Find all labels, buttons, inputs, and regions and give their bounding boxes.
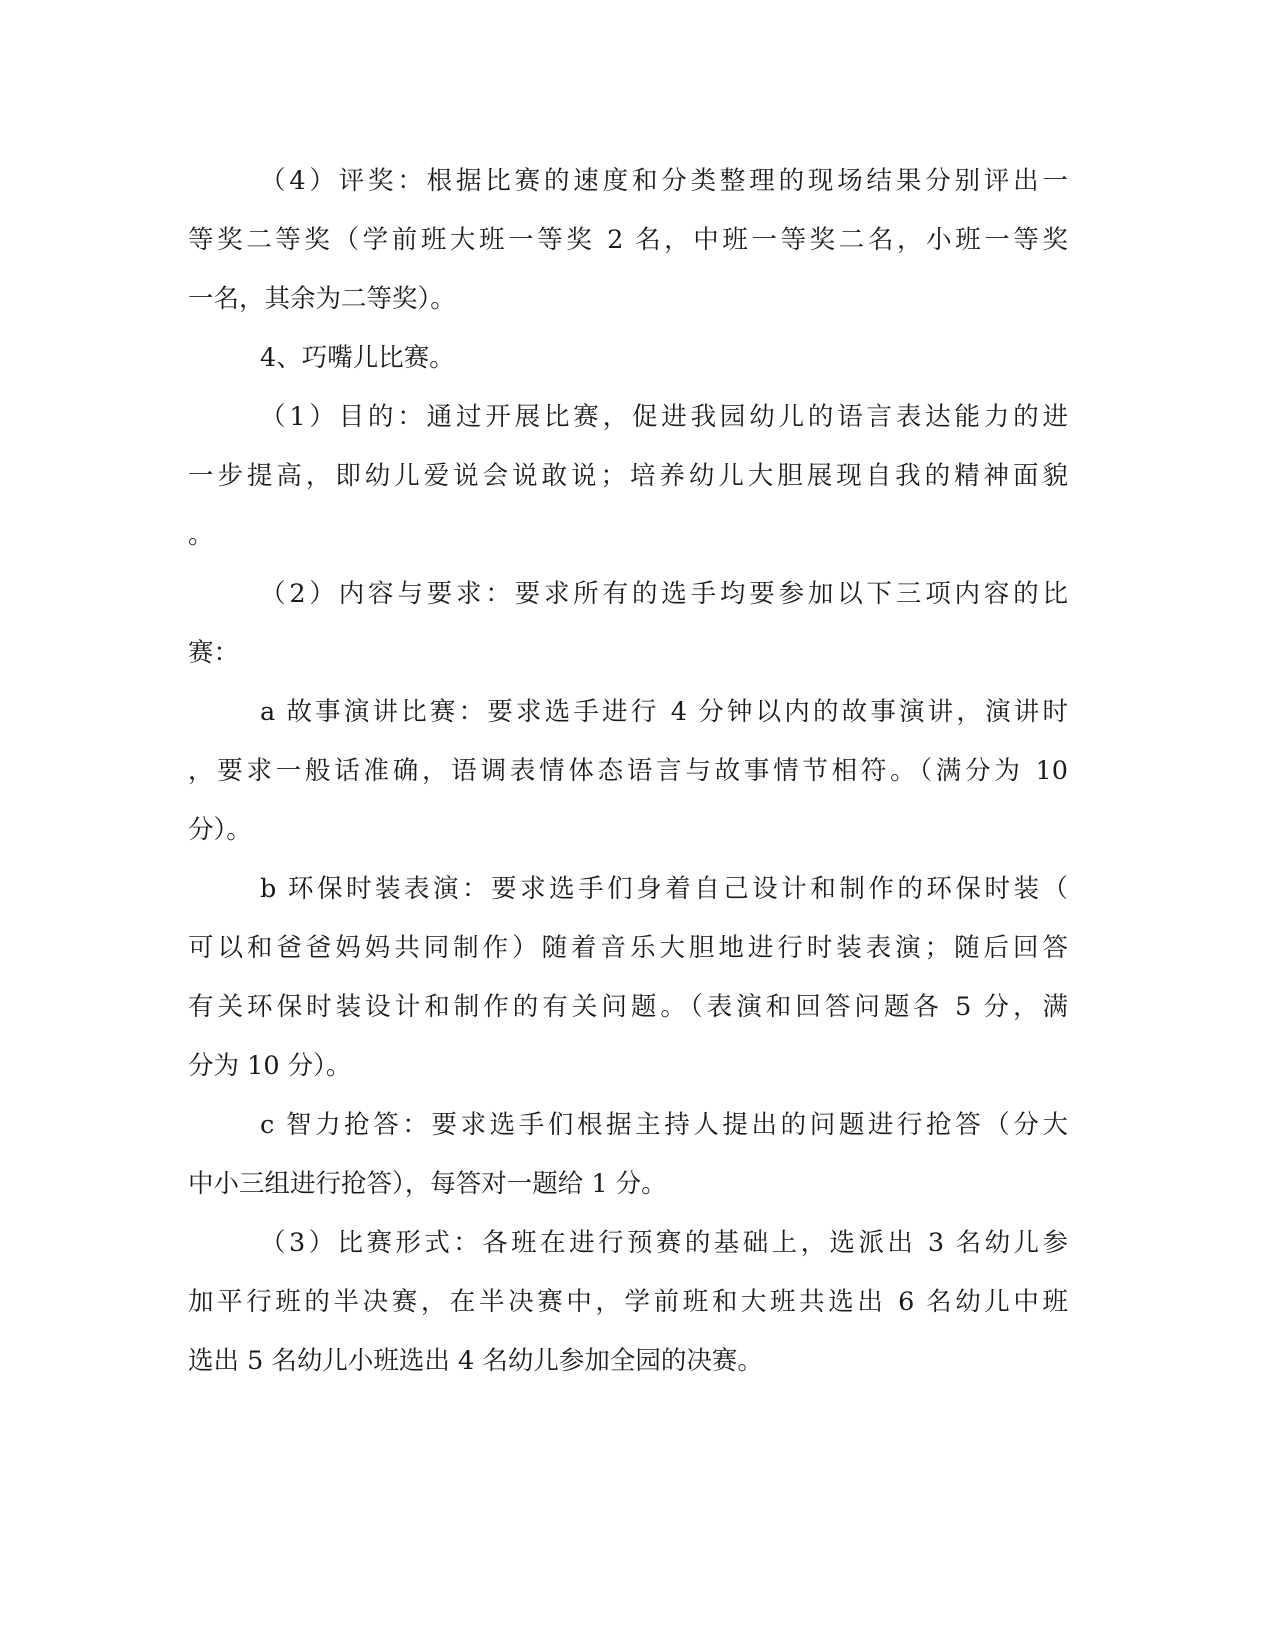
section-heading-eloquence-contest: 4、巧嘴儿比赛。: [260, 343, 455, 373]
eco-fashion-line-1: b 环保时装表演：要求选手们身着自己设计和制作的环保时装（: [260, 874, 1068, 904]
eco-fashion-line-2: 可以和爸爸妈妈共同制作）随着音乐大胆地进行时装表演；随后回答: [188, 933, 1068, 963]
purpose-paragraph-line-2: 一步提高，即幼儿爱说会说敢说；培养幼儿大胆展现自我的精神面貌: [188, 461, 1068, 491]
eco-fashion-line-3: 有关环保时装设计和制作的有关问题。（表演和回答问题各 5 分，满: [188, 992, 1068, 1022]
story-speech-line-3: 分）。: [188, 815, 252, 845]
award-paragraph-line-3: 一名，其余为二等奖）。: [188, 284, 456, 314]
quiz-line-2: 中小三组进行抢答），每答对一题给 1 分。: [188, 1169, 667, 1199]
quiz-line-1: c 智力抢答：要求选手们根据主持人提出的问题进行抢答（分大: [260, 1110, 1068, 1140]
format-paragraph-line-2: 加平行班的半决赛，在半决赛中，学前班和大班共选出 6 名幼儿中班: [188, 1287, 1068, 1317]
purpose-paragraph-line-3: 。: [188, 520, 214, 550]
purpose-paragraph-line-1: （1）目的：通过开展比赛，促进我园幼儿的语言表达能力的进: [260, 402, 1068, 432]
award-paragraph-line-2: 等奖二等奖（学前班大班一等奖 2 名，中班一等奖二名，小班一等奖: [188, 225, 1068, 255]
requirements-paragraph-line-2: 赛：: [188, 638, 240, 668]
format-paragraph-line-3: 选出 5 名幼儿小班选出 4 名幼儿参加全园的决赛。: [188, 1346, 763, 1376]
award-paragraph-line-1: （4）评奖：根据比赛的速度和分类整理的现场结果分别评出一: [260, 166, 1068, 196]
format-paragraph-line-1: （3）比赛形式：各班在进行预赛的基础上，选派出 3 名幼儿参: [260, 1228, 1068, 1258]
requirements-paragraph-line-1: （2）内容与要求：要求所有的选手均要参加以下三项内容的比: [260, 579, 1068, 609]
story-speech-line-2: ，要求一般话准确，语调表情体态语言与故事情节相符。（满分为 10: [188, 756, 1068, 786]
eco-fashion-line-4: 分为 10 分）。: [188, 1051, 352, 1081]
story-speech-line-1: a 故事演讲比赛：要求选手进行 4 分钟以内的故事演讲，演讲时: [260, 697, 1068, 727]
